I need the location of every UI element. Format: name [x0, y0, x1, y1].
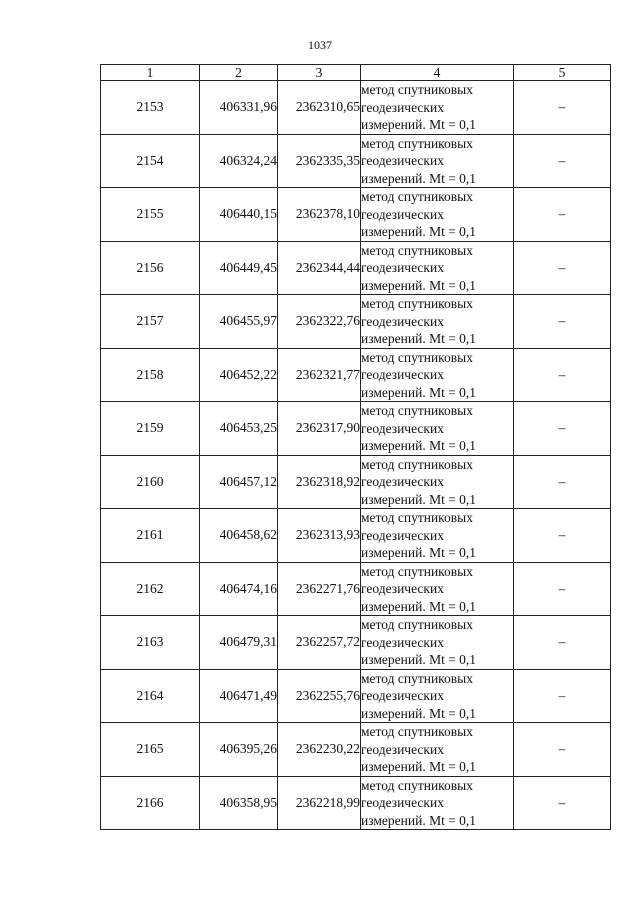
y-coordinate-cell: 2362321,77	[278, 348, 361, 402]
method-cell	[361, 776, 514, 830]
table-row	[101, 295, 611, 349]
note-cell: –	[514, 562, 611, 616]
point-number-cell: 2158	[101, 348, 200, 402]
header-row	[101, 65, 611, 81]
method-cell	[361, 402, 514, 456]
method-line: измерений. Mt = 0,1	[361, 331, 477, 346]
x-coordinate-cell: 406324,24	[200, 134, 278, 188]
note-cell: –	[514, 455, 611, 509]
column-header-2: 2	[200, 65, 278, 81]
method-line: метод спутниковых	[361, 670, 473, 686]
x-coordinate-cell: 406479,31	[200, 616, 278, 670]
method-cell	[361, 509, 514, 563]
y-coordinate-cell: 2362322,76	[278, 295, 361, 349]
y-coordinate-cell: 2362335,35	[278, 134, 361, 188]
x-coordinate-cell: 406453,25	[200, 402, 278, 456]
method-line: измерений. Mt = 0,1	[361, 759, 477, 774]
column-header-1: 1	[101, 65, 200, 81]
method-line: геодезических	[361, 420, 444, 436]
method-line: метод спутниковых	[361, 777, 473, 793]
table-row	[101, 348, 611, 402]
method-cell	[361, 455, 514, 509]
method-cell	[361, 241, 514, 295]
table-row	[101, 241, 611, 295]
method-line: геодезических	[361, 688, 444, 703]
method-line: геодезических	[361, 206, 444, 222]
x-coordinate-cell: 406457,12	[200, 455, 278, 509]
method-cell	[361, 669, 514, 723]
method-line: геодезических	[361, 741, 444, 757]
method-cell	[361, 134, 514, 188]
y-coordinate-cell: 2362378,10	[278, 188, 361, 242]
page-number: 1037	[308, 38, 332, 52]
method-line: метод спутниковых	[361, 456, 473, 472]
point-number-cell: 2165	[101, 723, 200, 777]
note-cell: –	[514, 348, 611, 402]
method-line: метод спутниковых	[361, 242, 473, 258]
y-coordinate-cell: 2362271,76	[278, 562, 361, 616]
table-row	[101, 669, 611, 723]
note-cell: –	[514, 134, 611, 188]
note-cell: –	[514, 81, 611, 135]
method-line: геодезических	[361, 153, 444, 168]
y-coordinate-cell: 2362255,76	[278, 669, 361, 723]
method-line: метод спутниковых	[361, 403, 473, 418]
note-cell: –	[514, 402, 611, 456]
table-row	[101, 402, 611, 456]
method-line: метод спутниковых	[361, 510, 473, 525]
point-number-cell: 2155	[101, 188, 200, 242]
note-cell: –	[514, 295, 611, 349]
method-line: метод спутниковых	[361, 296, 473, 311]
method-line: геодезических	[361, 260, 444, 275]
method-line: геодезических	[361, 634, 444, 650]
method-cell	[361, 295, 514, 349]
method-line: метод спутниковых	[361, 135, 473, 151]
y-coordinate-cell: 2362317,90	[278, 402, 361, 456]
x-coordinate-cell: 406474,16	[200, 562, 278, 616]
method-line: геодезических	[361, 581, 444, 596]
point-number-cell: 2162	[101, 562, 200, 616]
method-line: измерений. Mt = 0,1	[361, 491, 477, 507]
point-number-cell: 2154	[101, 134, 200, 188]
note-cell: –	[514, 723, 611, 777]
column-header-4: 4	[361, 65, 514, 81]
method-line: геодезических	[361, 99, 444, 115]
method-line: метод спутниковых	[361, 724, 473, 739]
table-row	[101, 723, 611, 777]
x-coordinate-cell: 406452,22	[200, 348, 278, 402]
column-header-3: 3	[278, 65, 361, 81]
column-header-5: 5	[514, 65, 611, 81]
table-header	[101, 65, 611, 81]
method-line: измерений. Mt = 0,1	[361, 812, 477, 828]
method-line: измерений. Mt = 0,1	[361, 170, 477, 186]
method-cell	[361, 723, 514, 777]
method-line: метод спутниковых	[361, 82, 473, 97]
note-cell: –	[514, 509, 611, 563]
coordinates-table	[100, 64, 611, 830]
method-line: метод спутниковых	[361, 563, 473, 579]
y-coordinate-cell: 2362344,44	[278, 241, 361, 295]
method-line: измерений. Mt = 0,1	[361, 652, 477, 667]
y-coordinate-cell: 2362313,93	[278, 509, 361, 563]
note-cell: –	[514, 616, 611, 670]
point-number-cell: 2164	[101, 669, 200, 723]
y-coordinate-cell: 2362318,92	[278, 455, 361, 509]
method-cell	[361, 616, 514, 670]
table-row	[101, 776, 611, 830]
point-number-cell: 2166	[101, 776, 200, 830]
x-coordinate-cell: 406395,26	[200, 723, 278, 777]
point-number-cell: 2160	[101, 455, 200, 509]
method-line: измерений. Mt = 0,1	[361, 438, 477, 453]
x-coordinate-cell: 406331,96	[200, 81, 278, 135]
method-line: геодезических	[361, 313, 444, 329]
method-line: геодезических	[361, 474, 444, 489]
method-line: геодезических	[361, 367, 444, 382]
y-coordinate-cell: 2362230,22	[278, 723, 361, 777]
method-line: измерений. Mt = 0,1	[361, 224, 477, 239]
method-cell	[361, 562, 514, 616]
point-number-cell: 2161	[101, 509, 200, 563]
table-body	[101, 81, 611, 830]
method-line: измерений. Mt = 0,1	[361, 598, 477, 614]
note-cell: –	[514, 241, 611, 295]
note-cell: –	[514, 776, 611, 830]
method-line: геодезических	[361, 795, 444, 810]
method-line: метод спутниковых	[361, 349, 473, 365]
table-row	[101, 509, 611, 563]
method-cell	[361, 188, 514, 242]
point-number-cell: 2157	[101, 295, 200, 349]
x-coordinate-cell: 406455,97	[200, 295, 278, 349]
point-number-cell: 2156	[101, 241, 200, 295]
table-row	[101, 134, 611, 188]
y-coordinate-cell: 2362310,65	[278, 81, 361, 135]
method-line: измерений. Mt = 0,1	[361, 705, 477, 721]
note-cell: –	[514, 669, 611, 723]
method-line: метод спутниковых	[361, 617, 473, 632]
point-number-cell: 2153	[101, 81, 200, 135]
x-coordinate-cell: 406458,62	[200, 509, 278, 563]
table-row	[101, 188, 611, 242]
method-line: измерений. Mt = 0,1	[361, 117, 477, 132]
y-coordinate-cell: 2362257,72	[278, 616, 361, 670]
method-line: измерений. Mt = 0,1	[361, 277, 477, 293]
method-line: измерений. Mt = 0,1	[361, 384, 477, 400]
method-line: измерений. Mt = 0,1	[361, 545, 477, 560]
table-row	[101, 616, 611, 670]
point-number-cell: 2163	[101, 616, 200, 670]
method-cell	[361, 81, 514, 135]
x-coordinate-cell: 406440,15	[200, 188, 278, 242]
method-cell	[361, 348, 514, 402]
x-coordinate-cell: 406358,95	[200, 776, 278, 830]
x-coordinate-cell: 406449,45	[200, 241, 278, 295]
note-cell: –	[514, 188, 611, 242]
x-coordinate-cell: 406471,49	[200, 669, 278, 723]
table-row	[101, 455, 611, 509]
y-coordinate-cell: 2362218,99	[278, 776, 361, 830]
table-row	[101, 81, 611, 135]
method-line: геодезических	[361, 527, 444, 543]
table-row	[101, 562, 611, 616]
method-line: метод спутниковых	[361, 189, 473, 204]
point-number-cell: 2159	[101, 402, 200, 456]
